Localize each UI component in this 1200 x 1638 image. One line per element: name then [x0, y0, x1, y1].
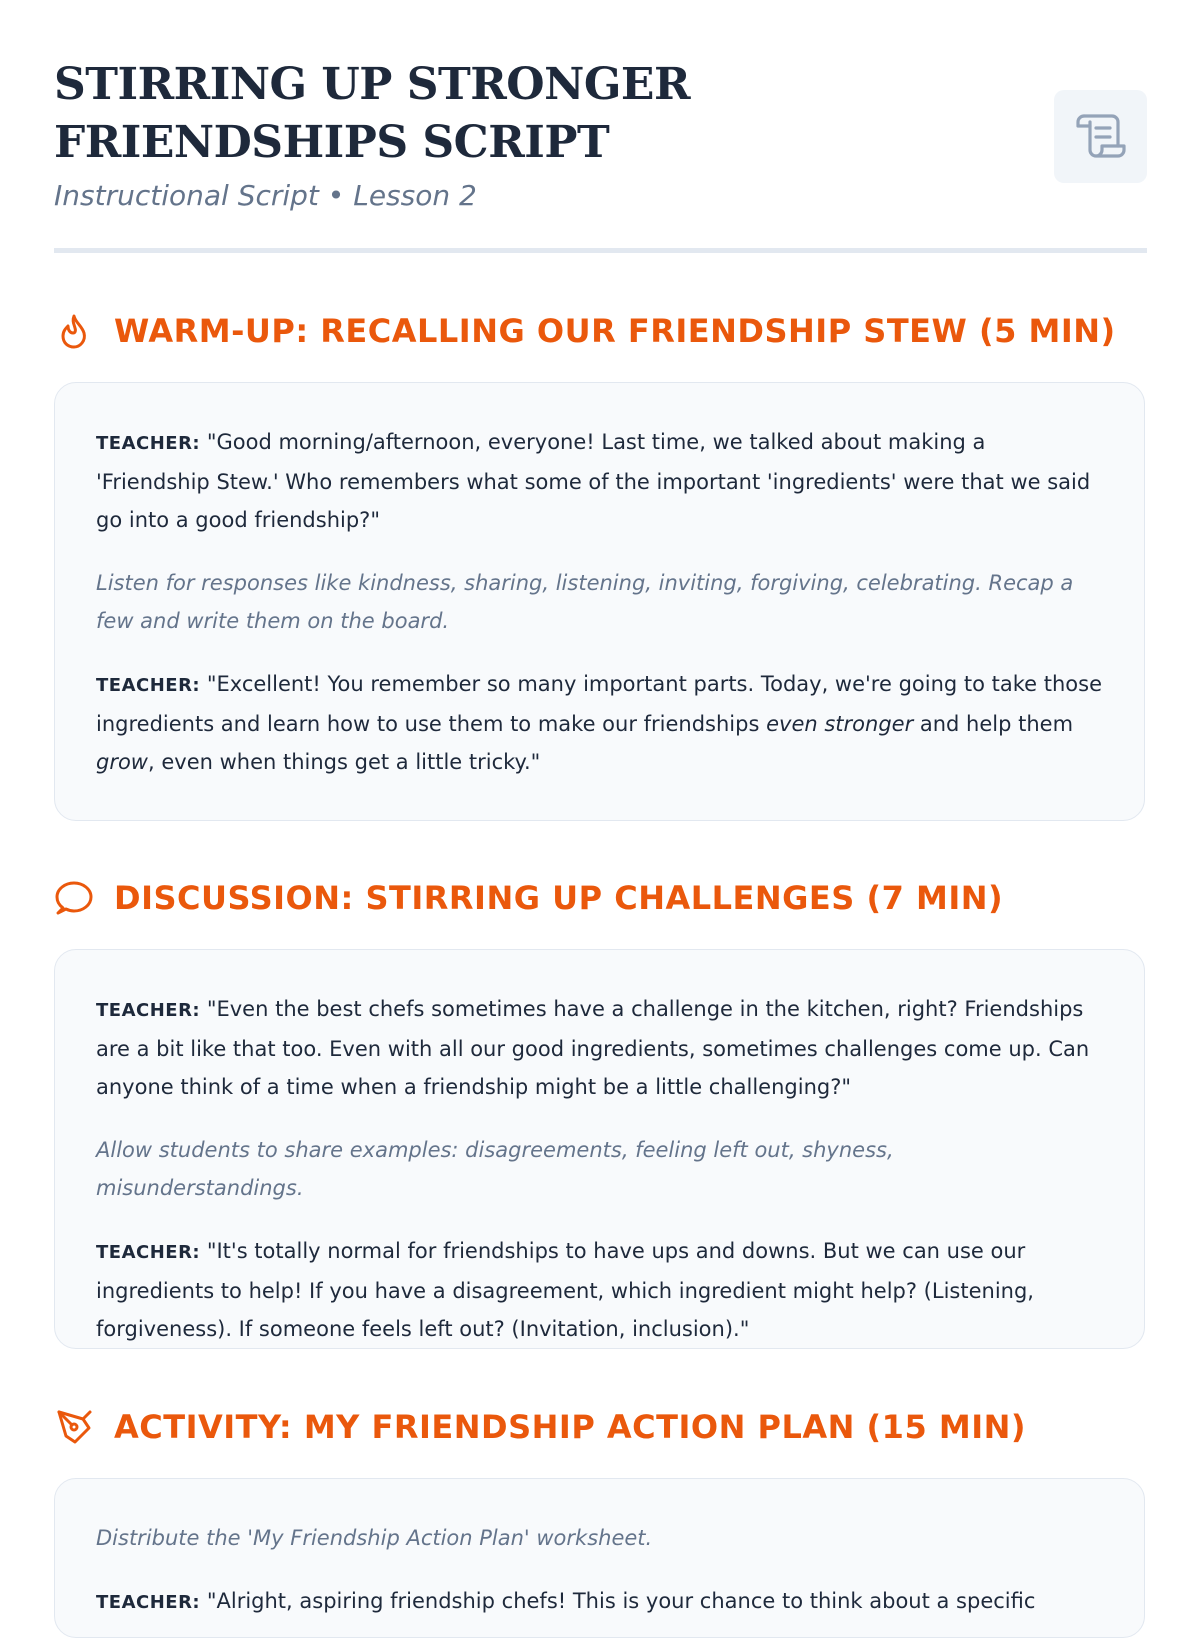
teacher-text: and help them — [913, 712, 1074, 736]
section-title: WARM-UP: RECALLING OUR FRIENDSHIP STEW (5 MIN) — [114, 312, 1116, 350]
script-card-activity — [54, 1478, 1145, 1638]
emphasis-text: even stronger — [766, 712, 914, 736]
teacher-line — [96, 1232, 1104, 1348]
script-badge — [1054, 90, 1147, 183]
page-header — [54, 0, 1147, 252]
stage-direction: Distribute the 'My Friendship Action Plan' worksheet. — [96, 1526, 653, 1550]
teacher-text: "Even the best chefs sometimes have a challenge in the kitchen, right? Friendships are a bit like that too. Even with all our good ingredients, sometimes challenges come up. Can anyone think of a time when a friendship might be a little challenging?" — [96, 997, 1090, 1099]
stage-direction: Allow students to share examples: disagreements, feeling left out, shyness, misunderstandings. — [96, 1138, 894, 1200]
flame-icon — [54, 311, 94, 351]
speaker-label: TEACHER: — [96, 1242, 201, 1263]
emphasis-text: grow — [96, 750, 148, 774]
section-title: DISCUSSION: STIRRING UP CHALLENGES (7 MIN) — [114, 879, 1004, 917]
teacher-line — [96, 423, 1104, 539]
speaker-label: TEACHER: — [96, 1000, 201, 1021]
speaker-label: TEACHER: — [96, 1592, 201, 1613]
teacher-text: "Excellent! You remember so many important parts. Today, we're going to take those ingredients and learn how to use them to make our friendships — [96, 672, 1103, 736]
section-activity — [54, 1403, 1026, 1451]
section-discussion — [54, 874, 1003, 922]
speaker-label: TEACHER: — [96, 675, 201, 696]
section-title: ACTIVITY: MY FRIENDSHIP ACTION PLAN (15 MIN) — [114, 1408, 1026, 1446]
teacher-text: "Alright, aspiring friendship chefs! This is your chance to think about a specific — [206, 1589, 1036, 1613]
teacher-text: "It's totally normal for friendships to have ups and downs. But we can use our ingredients to help! If you have a disagreement, which ingredient might help? (Listening, forgiveness). If someone feels left out? (Invitation, inclusion)." — [96, 1239, 1034, 1341]
script-card-discussion — [54, 949, 1145, 1349]
scroll-icon — [1076, 112, 1126, 162]
teacher-line — [96, 665, 1104, 781]
pen-tool-icon — [54, 1407, 94, 1447]
section-warm-up — [54, 307, 1116, 355]
teacher-text: , even when things get a little tricky." — [148, 750, 541, 774]
speech-bubble-icon — [54, 878, 94, 918]
script-card-warm-up — [54, 382, 1145, 821]
stage-direction: Listen for responses like kindness, sharing, listening, inviting, forgiving, celebrating. Recap a few and write them on the board. — [96, 571, 1074, 633]
page-subtitle: Instructional Script • Lesson 2 — [54, 179, 477, 212]
teacher-line — [96, 990, 1104, 1106]
page-title: STIRRING UP STRONGER FRIENDSHIPS SCRIPT — [54, 59, 691, 168]
speaker-label: TEACHER: — [96, 433, 201, 454]
header-divider — [54, 248, 1147, 253]
teacher-line — [96, 1582, 1104, 1622]
script-page — [54, 0, 1147, 1613]
teacher-text: "Good morning/afternoon, everyone! Last time, we talked about making a 'Friendship Stew.' Who remembers what some of the important 'ingredients' were that we said go into a good friendship?" — [96, 430, 1091, 532]
